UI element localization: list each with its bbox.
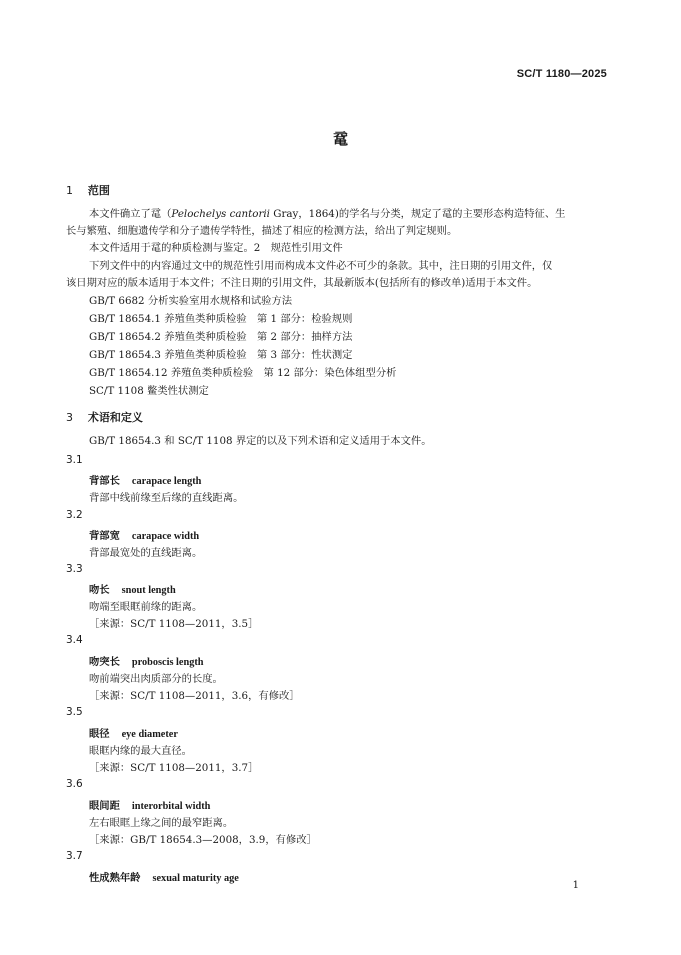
reference-title: 养殖鱼类种质检验 第 1 部分：检验规则 (164, 313, 353, 325)
term-en: snout length (121, 585, 176, 596)
reference-code: SC/T 1108 (89, 385, 144, 397)
document-title: 鼋 (332, 130, 348, 148)
term-definition: 眼眶内缘的最大直径。 (89, 745, 192, 757)
section-1-title: 范围 (87, 184, 110, 197)
term-number: 3.1 (66, 454, 83, 466)
reference-item (89, 312, 352, 326)
term-source: ［来源：GB/T 18654.3—2008，3.9，有修改］ (89, 834, 317, 846)
term-number: 3.3 (66, 563, 83, 575)
terms-intro: GB/T 18654.3 和 SC/T 1108 界定的以及下列术语和定义适用于本文件。 (89, 435, 432, 447)
reference-item (89, 366, 396, 380)
term-zh: 性成熟年龄 (89, 872, 141, 884)
scientific-name: Pelochelys cantorii (171, 208, 270, 220)
normative-paragraph-line2: 该日期对应的版本适用于本文件；不注日期的引用文件，其最新版本(包括所有的修改单)适用于本文件。 (66, 277, 538, 289)
section-1-number: 1 (66, 184, 73, 197)
term-heading (89, 869, 239, 884)
term-number: 3.7 (66, 850, 83, 862)
reference-item (89, 330, 352, 344)
term-heading (89, 653, 204, 668)
term-definition: 吻前端突出肉质部分的长度。 (89, 673, 223, 685)
reference-code: GB/T 18654.2 (89, 331, 161, 343)
term-heading (89, 527, 199, 542)
section-3-heading (66, 409, 143, 425)
reference-title: 鳖类性状测定 (147, 385, 209, 397)
term-en: proboscis length (131, 657, 204, 668)
normative-paragraph-line1: 下列文件中的内容通过文中的规范性引用而构成本文件必不可少的条款。其中，注日期的引用文件，仅 (89, 260, 553, 272)
reference-code: GB/T 18654.1 (89, 313, 161, 325)
term-zh: 吻突长 (89, 656, 120, 668)
reference-item (89, 384, 209, 398)
scope-text-post: Gray，1864)的学名与分类，规定了鼋的主要形态构造特征、生 (269, 208, 566, 220)
scope-text-pre: 本文件确立了鼋（ (89, 208, 172, 220)
term-source: ［来源：SC/T 1108—2011，3.5］ (89, 618, 259, 630)
term-zh: 眼间距 (89, 800, 120, 812)
reference-code: GB/T 6682 (89, 295, 145, 307)
term-number: 3.2 (66, 509, 83, 521)
term-en: carapace width (131, 531, 200, 542)
term-zh: 背部宽 (89, 530, 120, 542)
applicability-paragraph: 本文件适用于鼋的种质检测与鉴定。2 规范性引用文件 (89, 242, 343, 254)
term-definition: 左右眼眶上缘之间的最窄距离。 (89, 817, 234, 829)
reference-code: GB/T 18654.12 (89, 367, 168, 379)
scope-paragraph-line1 (89, 207, 565, 221)
term-heading (89, 581, 176, 596)
term-en: interorbital width (131, 801, 211, 812)
term-definition: 吻端至眼眶前缘的距离。 (89, 601, 203, 613)
standard-code: SC/T 1180—2025 (516, 68, 607, 80)
term-number: 3.4 (66, 634, 83, 646)
term-heading (89, 472, 201, 487)
term-en: carapace length (131, 476, 202, 487)
term-heading (89, 725, 178, 740)
term-definition: 背部最宽处的直线距离。 (89, 547, 203, 559)
reference-item (89, 294, 292, 308)
term-source: ［来源：SC/T 1108—2011，3.6，有修改］ (89, 690, 300, 702)
reference-code: GB/T 18654.3 (89, 349, 161, 361)
term-en: sexual maturity age (152, 873, 239, 884)
scope-paragraph-line2: 长与繁殖、细胞遗传学和分子遗传学特性，描述了相应的检测方法，给出了判定规则。 (66, 225, 458, 237)
reference-title: 分析实验室用水规格和试验方法 (147, 295, 293, 307)
reference-item (89, 348, 352, 362)
section-3-title: 术语和定义 (87, 411, 143, 424)
term-heading (89, 797, 210, 812)
reference-title: 养殖鱼类种质检验 第 2 部分：抽样方法 (164, 331, 353, 343)
term-source: ［来源：SC/T 1108—2011，3.7］ (89, 762, 259, 774)
reference-title: 养殖鱼类种质检验 第 12 部分：染色体组型分析 (170, 367, 397, 379)
reference-title: 养殖鱼类种质检验 第 3 部分：性状测定 (164, 349, 353, 361)
term-number: 3.6 (66, 778, 83, 790)
term-number: 3.5 (66, 706, 83, 718)
term-definition: 背部中线前缘至后缘的直线距离。 (89, 492, 244, 504)
term-zh: 背部长 (89, 475, 120, 487)
term-zh: 眼径 (89, 728, 110, 740)
term-zh: 吻长 (89, 584, 110, 596)
term-en: eye diameter (121, 729, 178, 740)
section-3-number: 3 (66, 411, 73, 424)
section-1-heading (66, 182, 110, 198)
page-number: 1 (572, 880, 579, 891)
